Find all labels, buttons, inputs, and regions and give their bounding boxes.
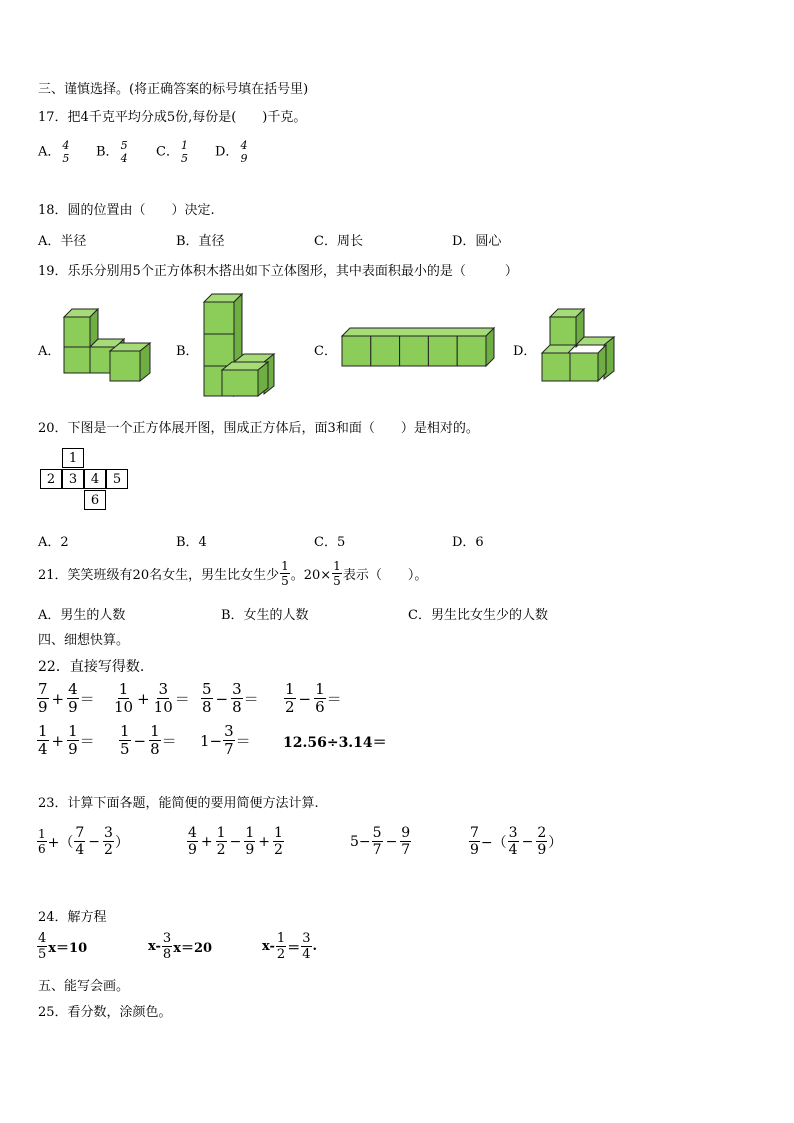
q22-expr-7: 1− $\frac{3}{7}$ ＝: [200, 722, 251, 758]
q23-expr-3: 5− $\frac{5}{7}$ − $\frac{9}{7}$: [350, 825, 411, 858]
net-face-2: 2: [40, 469, 62, 489]
q20-option-c[interactable]: C．5: [314, 535, 346, 550]
q17-option-b[interactable]: B． 5 4: [96, 139, 128, 165]
q24-stem: 24．解方程: [38, 910, 107, 925]
q23-stem: 23．计算下面各题，能简便的要用简便方法计算.: [38, 796, 319, 811]
section-4-title: 四、细想快算。: [38, 633, 130, 648]
q22-expr-5: $\frac{1}{4}$ + $\frac{1}{9}$ ＝: [38, 722, 95, 758]
q17-option-a[interactable]: A． 4 5: [38, 139, 70, 165]
q18-option-b[interactable]: B．直径: [176, 234, 225, 249]
q19-label-b[interactable]: B．: [176, 344, 199, 359]
q17-stem: 17．把4千克平均分成5份,每份是( )千克。: [38, 110, 307, 125]
net-face-1: 1: [62, 448, 84, 468]
q22-expr-4: $\frac{1}{2}$ − $\frac{1}{6}$ ＝: [285, 680, 342, 716]
q19-label-d[interactable]: D．: [513, 344, 537, 359]
q24-eq-3: x- $\frac{1}{2}$ ＝ $\frac{3}{4}$ .: [262, 931, 318, 962]
section-5-title: 五、能写会画。: [38, 979, 130, 994]
q18-stem: 18．圆的位置由（ ）决定.: [38, 203, 215, 218]
q21-option-b[interactable]: B．女生的人数: [221, 608, 309, 623]
q22-expr-2: $\frac{1}{10}$ + $\frac{3}{10}$ ＝: [114, 680, 190, 716]
net-face-6: 6: [84, 490, 106, 510]
q23-expr-4: $\frac{7}{9}$ −（ $\frac{3}{4}$ − $\frac{2}{9}$ ）: [470, 825, 563, 858]
q17-option-d[interactable]: D． 4 9: [215, 139, 248, 165]
q25-stem: 25．看分数，涂颜色。: [38, 1005, 172, 1020]
q18-option-c[interactable]: C．周长: [314, 234, 363, 249]
q24-eq-1: $\frac{4}{5}$ x＝10: [38, 931, 88, 962]
q19-shape-c: [338, 322, 498, 372]
q19-shape-d: [538, 305, 620, 385]
q23-expr-2: $\frac{4}{9}$ + $\frac{1}{2}$ − $\frac{1}{9}$ + $\frac{1}{2}$: [188, 825, 283, 858]
q22-stem: 22．直接写得数.: [38, 659, 145, 675]
q21-option-a[interactable]: A．男生的人数: [38, 608, 126, 623]
q19-stem: 19．乐乐分别用5个正方体积木搭出如下立体图形，其中表面积最小的是（ ）: [38, 264, 518, 279]
q18-option-a[interactable]: A．半径: [38, 234, 87, 249]
q20-option-d[interactable]: D．6: [452, 535, 484, 550]
net-face-4: 4: [84, 469, 106, 489]
q22-expr-1: $\frac{7}{9}$ + $\frac{4}{9}$ ＝: [38, 680, 95, 716]
q22-expr-3: $\frac{5}{8}$ − $\frac{3}{8}$ ＝: [202, 680, 259, 716]
q20-option-b[interactable]: B．4: [176, 535, 207, 550]
q19-shape-a: [60, 305, 170, 385]
q20-option-a[interactable]: A．2: [38, 535, 69, 550]
q21-stem: 21．笑笑班级有20名女生，男生比女生少 $\frac{1}{5}$ 。20× $\frac{1}{5}$ 表示（ ）。: [38, 559, 428, 588]
q24-eq-2: x- $\frac{3}{8}$ x＝20: [148, 931, 213, 962]
q19-label-c[interactable]: C．: [314, 344, 337, 359]
q21-option-c[interactable]: C．男生比女生少的人数: [408, 608, 548, 623]
q23-expr-1: $\frac{1}{6}$ +（ $\frac{7}{4}$ − $\frac{3}{2}$ ）: [38, 825, 129, 858]
section-3-title: 三、谨慎选择。(将正确答案的标号填在括号里): [38, 82, 309, 97]
q19-label-a[interactable]: A．: [38, 344, 61, 359]
q22-expr-6: $\frac{1}{5}$ − $\frac{1}{8}$ ＝: [120, 722, 177, 758]
q17-option-c[interactable]: C． 1 5: [156, 139, 188, 165]
net-face-3: 3: [62, 469, 84, 489]
q19-shape-b: [198, 290, 288, 400]
q20-stem: 20．下图是一个正方体展开图，围成正方体后，面3和面（ ）是相对的。: [38, 421, 479, 436]
net-face-5: 5: [106, 469, 128, 489]
q18-option-d[interactable]: D．圆心: [452, 234, 502, 249]
q22-expr-8: 12.56÷3.14＝: [283, 735, 387, 751]
